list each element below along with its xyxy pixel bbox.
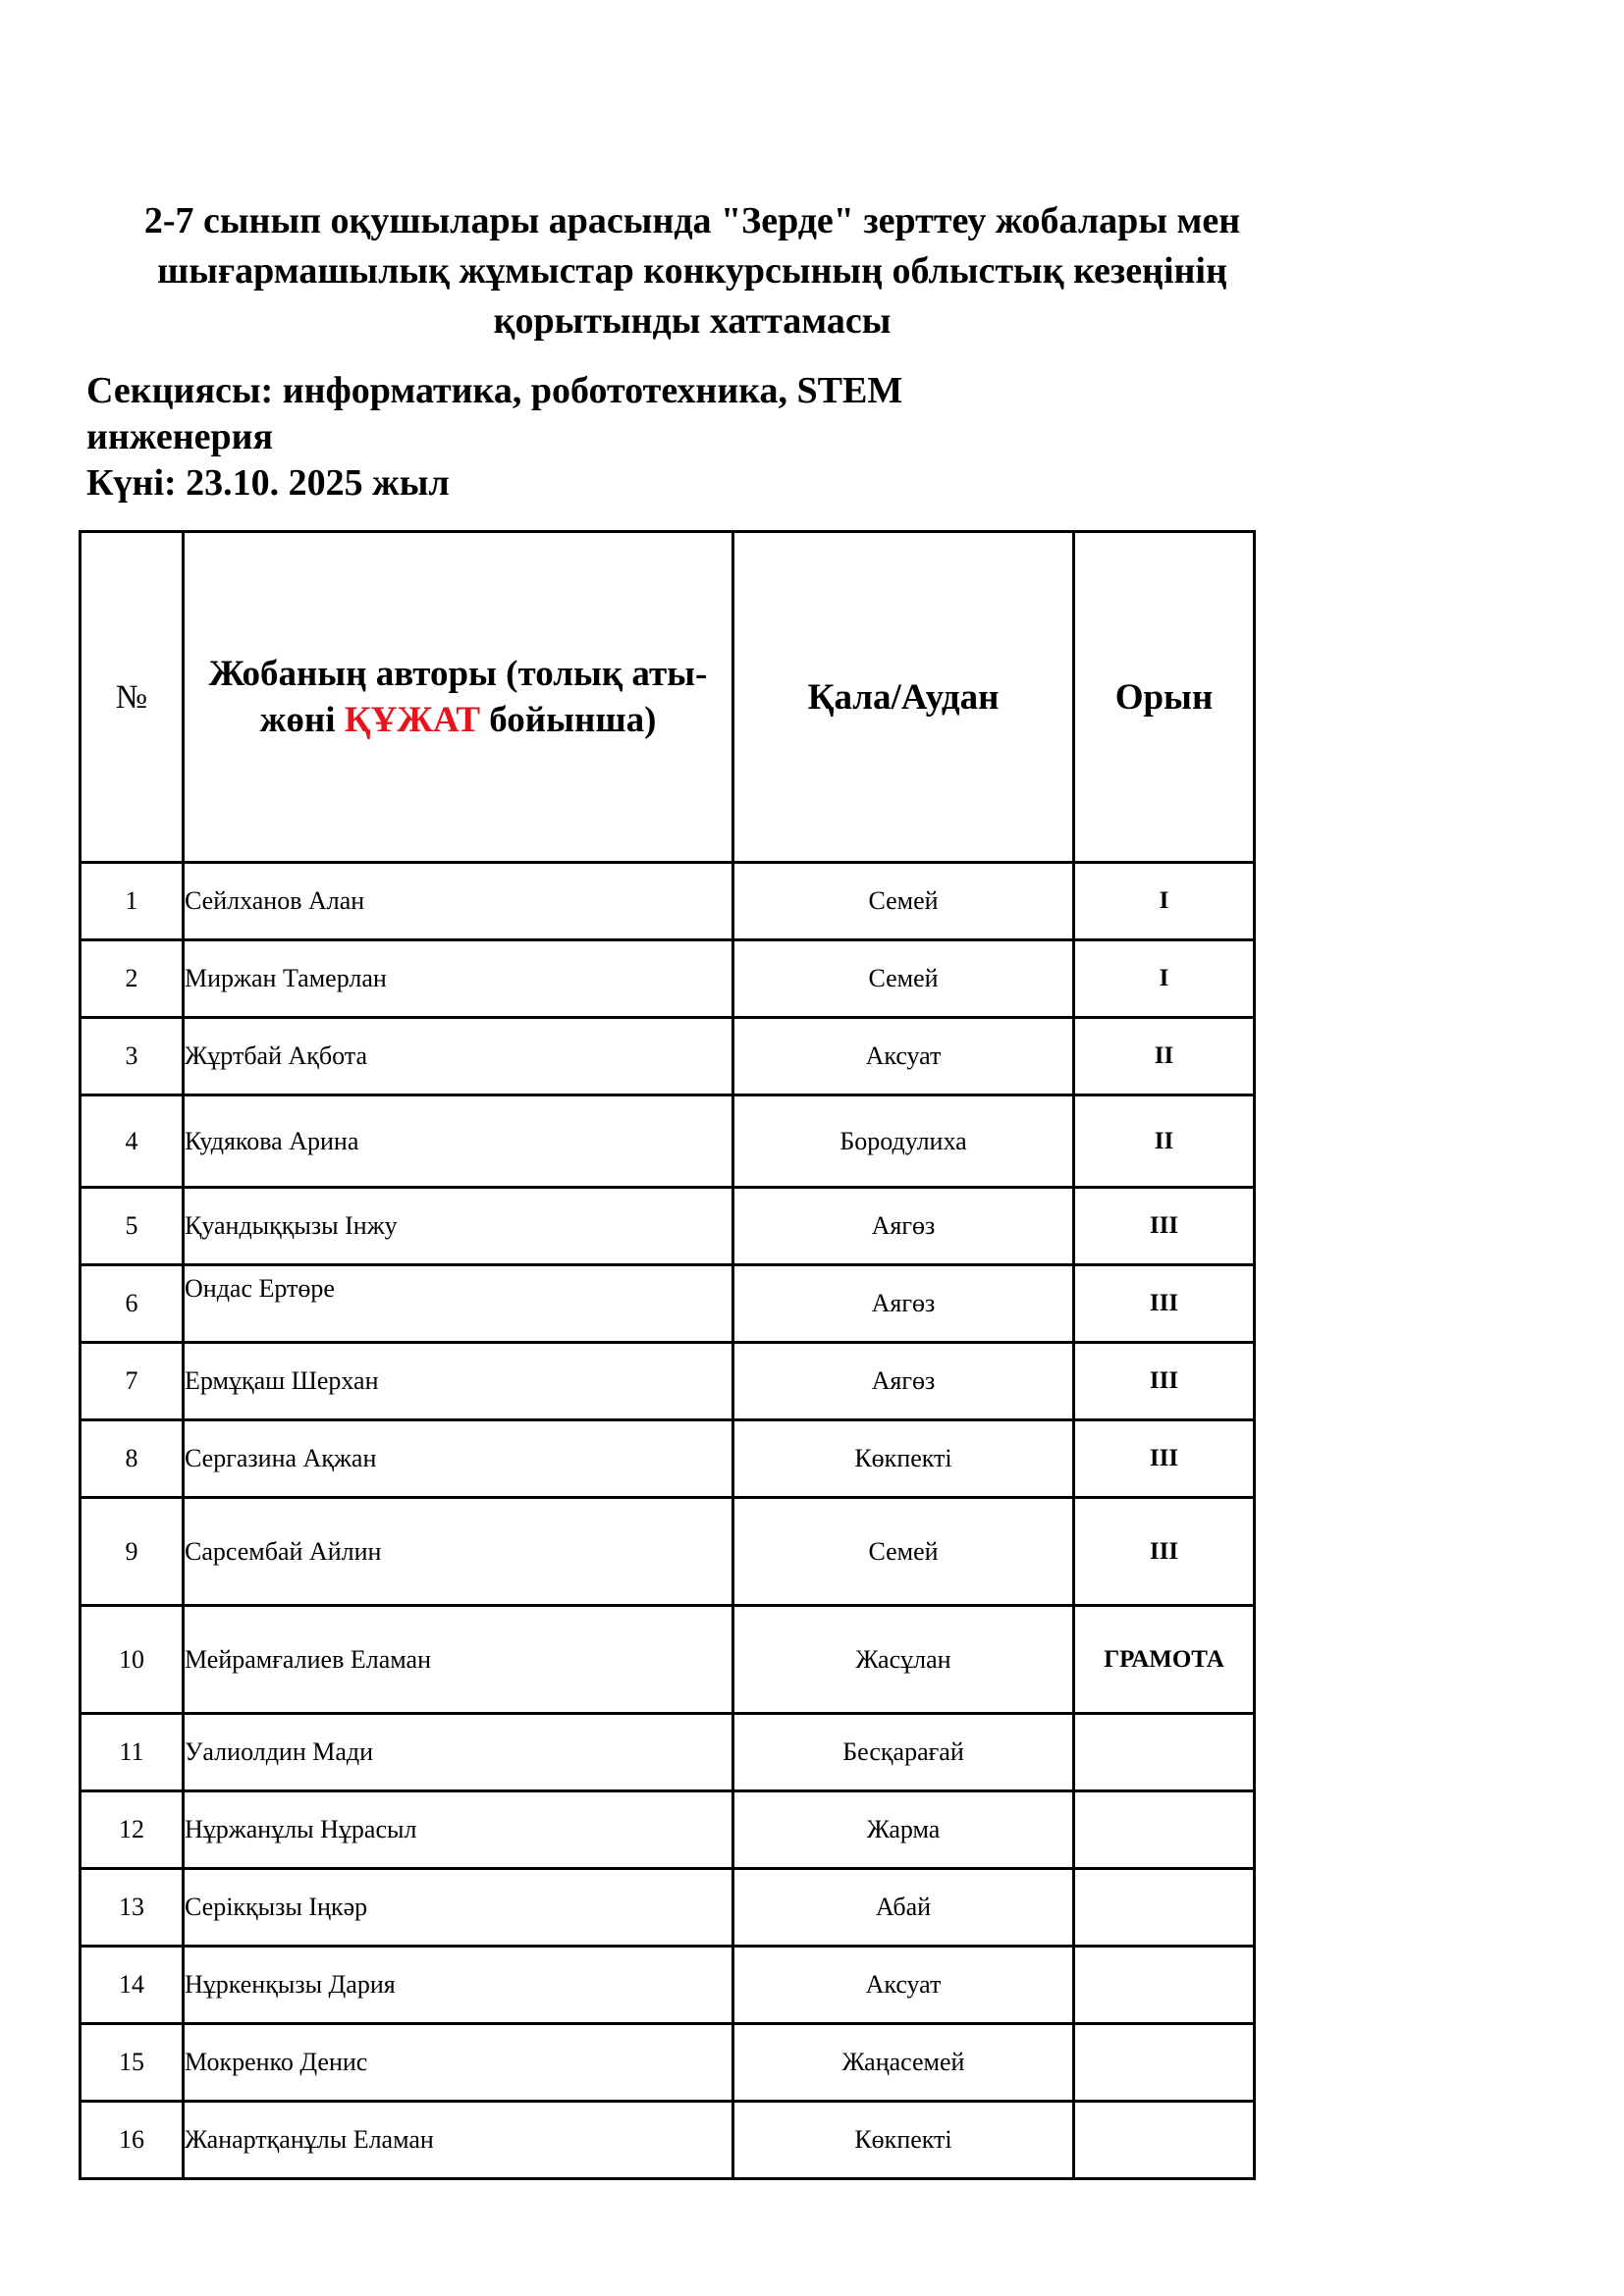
row-place (1074, 2024, 1255, 2102)
row-city: Аягөз (733, 1343, 1074, 1420)
row-city: Аягөз (733, 1265, 1074, 1343)
table-row (81, 1791, 1255, 1869)
row-author: Кудякова Арина (184, 1095, 733, 1188)
document-meta (86, 368, 902, 507)
title-line-2: шығармашылық жұмыстар конкурсының облыстық кезеңінің (157, 250, 1227, 292)
row-number: 7 (81, 1343, 184, 1420)
row-place: III (1074, 1188, 1255, 1265)
header-author (184, 532, 733, 863)
row-author: Серікқызы Іңкәр (184, 1869, 733, 1947)
row-city: Жаңасемей (733, 2024, 1074, 2102)
header-city: Қала/Аудан (733, 532, 1074, 863)
row-number: 10 (81, 1606, 184, 1714)
row-city: Аягөз (733, 1188, 1074, 1265)
table-row (81, 2102, 1255, 2179)
row-number: 12 (81, 1791, 184, 1869)
row-author: Ондас Ертөре (184, 1265, 733, 1343)
table-row (81, 1343, 1255, 1420)
header-number: № (81, 532, 184, 863)
row-author: Сергазина Ақжан (184, 1420, 733, 1498)
row-number: 16 (81, 2102, 184, 2179)
row-number: 9 (81, 1498, 184, 1606)
row-city: Бесқарағай (733, 1714, 1074, 1791)
row-number: 8 (81, 1420, 184, 1498)
header-author-part1: Жобаның авторы (толық аты-жөні (208, 654, 708, 740)
header-author-highlight: ҚҰЖАТ (344, 700, 481, 740)
row-number: 2 (81, 940, 184, 1018)
header-author-part2: бойынша) (480, 700, 657, 740)
row-number: 15 (81, 2024, 184, 2102)
row-place: II (1074, 1018, 1255, 1095)
row-author: Жанартқанұлы Еламан (184, 2102, 733, 2179)
row-city: Аксуат (733, 1947, 1074, 2024)
row-place: III (1074, 1498, 1255, 1606)
table-row (81, 1420, 1255, 1498)
row-place (1074, 1791, 1255, 1869)
document-title (118, 196, 1267, 347)
row-number: 1 (81, 863, 184, 940)
title-line-3: қорытынды хаттамасы (493, 300, 892, 342)
row-place: III (1074, 1420, 1255, 1498)
row-author: Жұртбай Ақбота (184, 1018, 733, 1095)
table-row (81, 1265, 1255, 1343)
table-row (81, 2024, 1255, 2102)
row-author: Миржан Тамерлан (184, 940, 733, 1018)
row-city: Семей (733, 940, 1074, 1018)
row-place: I (1074, 940, 1255, 1018)
table-row (81, 1714, 1255, 1791)
row-author: Ермұқаш Шерхан (184, 1343, 733, 1420)
table-row (81, 1498, 1255, 1606)
row-place (1074, 1947, 1255, 2024)
results-table (79, 530, 1256, 2180)
row-author: Уалиолдин Мади (184, 1714, 733, 1791)
row-place (1074, 1869, 1255, 1947)
row-city: Аксуат (733, 1018, 1074, 1095)
row-number: 14 (81, 1947, 184, 2024)
row-number: 13 (81, 1869, 184, 1947)
table-row (81, 1947, 1255, 2024)
row-author: Сейлханов Алан (184, 863, 733, 940)
row-city: Көкпекті (733, 1420, 1074, 1498)
table-row (81, 1869, 1255, 1947)
row-place: III (1074, 1343, 1255, 1420)
row-city: Семей (733, 863, 1074, 940)
table-row (81, 863, 1255, 940)
row-author: Сарсембай Айлин (184, 1498, 733, 1606)
row-city: Семей (733, 1498, 1074, 1606)
row-city: Жарма (733, 1791, 1074, 1869)
header-place: Орын (1074, 532, 1255, 863)
row-place: ГРАМОТА (1074, 1606, 1255, 1714)
row-city: Бородулиха (733, 1095, 1074, 1188)
table-row (81, 1095, 1255, 1188)
row-number: 5 (81, 1188, 184, 1265)
row-author: Мейрамғалиев Еламан (184, 1606, 733, 1714)
row-number: 3 (81, 1018, 184, 1095)
section-line-2: инженерия (86, 416, 274, 457)
title-line-1: 2-7 сынып оқушылары арасында "Зерде" зерттеу жобалары мен (143, 200, 1241, 241)
table-row (81, 1606, 1255, 1714)
row-place (1074, 2102, 1255, 2179)
row-author: Қуандыққызы Інжу (184, 1188, 733, 1265)
row-author: Нұркенқызы Дария (184, 1947, 733, 2024)
row-city: Жасұлан (733, 1606, 1074, 1714)
row-place: I (1074, 863, 1255, 940)
row-author: Нұржанұлы Нұрасыл (184, 1791, 733, 1869)
row-city: Көкпекті (733, 2102, 1074, 2179)
row-number: 4 (81, 1095, 184, 1188)
row-place: III (1074, 1265, 1255, 1343)
table-header-row (81, 532, 1255, 863)
row-place (1074, 1714, 1255, 1791)
section-line-1: Секциясы: информатика, робототехника, STEM (86, 370, 903, 411)
row-author: Мокренко Денис (184, 2024, 733, 2102)
row-city: Абай (733, 1869, 1074, 1947)
row-number: 11 (81, 1714, 184, 1791)
table-row (81, 1188, 1255, 1265)
table-row (81, 940, 1255, 1018)
table-row (81, 1018, 1255, 1095)
date-line: Күні: 23.10. 2025 жыл (86, 462, 450, 504)
row-place: II (1074, 1095, 1255, 1188)
row-number: 6 (81, 1265, 184, 1343)
